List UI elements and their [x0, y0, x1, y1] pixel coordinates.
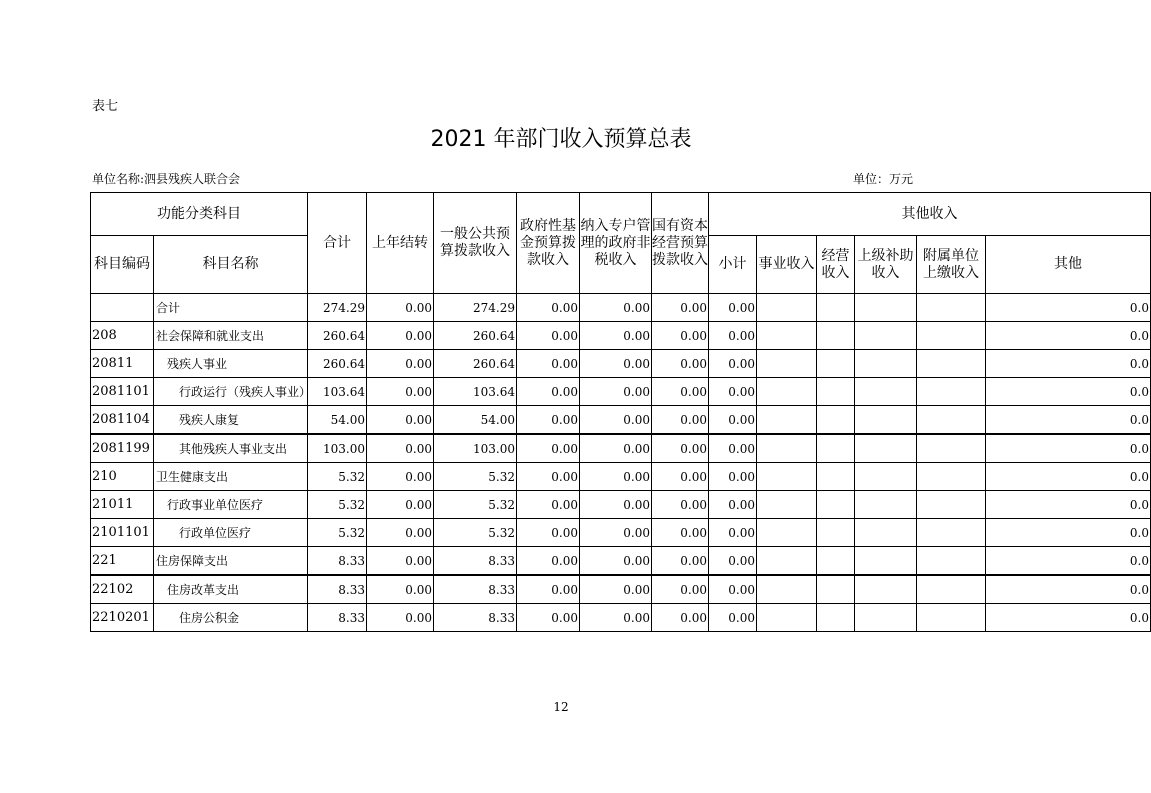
header-general-budget: 一般公共预算拨款收入: [434, 193, 517, 294]
business-cell: [757, 406, 817, 435]
total-cell: 54.00: [308, 406, 367, 435]
operating-cell: [817, 378, 855, 406]
operating-cell: [817, 604, 855, 632]
gov-fund-cell: 0.00: [517, 322, 580, 350]
state-capital-cell: 0.00: [652, 406, 709, 435]
gov-fund-cell: 0.00: [517, 519, 580, 547]
non-tax-cell: 0.00: [580, 575, 652, 604]
non-tax-cell: 0.00: [580, 406, 652, 435]
affiliated-cell: [917, 491, 986, 519]
operating-cell: [817, 547, 855, 576]
total-cell: 103.64: [308, 378, 367, 406]
table-row: [91, 406, 1151, 435]
subtotal-cell: 0.00: [709, 463, 757, 491]
business-cell: [757, 547, 817, 576]
code-cell: 2081101: [91, 378, 154, 406]
superior-subsidy-cell: [855, 519, 917, 547]
table-row: [91, 547, 1151, 576]
superior-subsidy-cell: [855, 350, 917, 378]
business-cell: [757, 322, 817, 350]
name-cell: 住房保障支出: [154, 547, 308, 576]
total-cell: 8.33: [308, 604, 367, 632]
subtotal-cell: 0.00: [709, 604, 757, 632]
other-cell: 0.0: [986, 350, 1151, 378]
table-row: [91, 350, 1151, 378]
prev-year-cell: 0.00: [367, 322, 434, 350]
table-row: [91, 491, 1151, 519]
state-capital-cell: 0.00: [652, 575, 709, 604]
state-capital-cell: 0.00: [652, 491, 709, 519]
page-number: 12: [553, 700, 569, 714]
affiliated-cell: [917, 434, 986, 463]
header-prev-year: 上年结转: [367, 193, 434, 294]
other-cell: 0.0: [986, 491, 1151, 519]
non-tax-cell: 0.00: [580, 604, 652, 632]
name-cell: 行政单位医疗: [154, 519, 308, 547]
prev-year-cell: 0.00: [367, 434, 434, 463]
general-budget-cell: 5.32: [434, 491, 517, 519]
unit-name: 单位名称:泗县残疾人联合会: [92, 172, 241, 186]
name-cell: 残疾人事业: [154, 350, 308, 378]
prev-year-cell: 0.00: [367, 406, 434, 435]
other-cell: 0.0: [986, 604, 1151, 632]
business-cell: [757, 491, 817, 519]
non-tax-cell: 0.00: [580, 463, 652, 491]
operating-cell: [817, 434, 855, 463]
non-tax-cell: 0.00: [580, 434, 652, 463]
affiliated-cell: [917, 294, 986, 322]
name-cell: 残疾人康复: [154, 406, 308, 435]
superior-subsidy-cell: [855, 604, 917, 632]
other-cell: 0.0: [986, 294, 1151, 322]
gov-fund-cell: 0.00: [517, 378, 580, 406]
affiliated-cell: [917, 463, 986, 491]
subtotal-cell: 0.00: [709, 519, 757, 547]
subtotal-cell: 0.00: [709, 434, 757, 463]
general-budget-cell: 54.00: [434, 406, 517, 435]
subtotal-cell: 0.00: [709, 406, 757, 435]
subtotal-cell: 0.00: [709, 322, 757, 350]
operating-cell: [817, 463, 855, 491]
state-capital-cell: 0.00: [652, 322, 709, 350]
other-cell: 0.0: [986, 378, 1151, 406]
total-cell: 274.29: [308, 294, 367, 322]
state-capital-cell: 0.00: [652, 604, 709, 632]
superior-subsidy-cell: [855, 491, 917, 519]
business-cell: [757, 294, 817, 322]
name-cell: 社会保障和就业支出: [154, 322, 308, 350]
general-budget-cell: 5.32: [434, 463, 517, 491]
affiliated-cell: [917, 575, 986, 604]
gov-fund-cell: 0.00: [517, 575, 580, 604]
gov-fund-cell: 0.00: [517, 604, 580, 632]
affiliated-cell: [917, 519, 986, 547]
non-tax-cell: 0.00: [580, 294, 652, 322]
table-header: [91, 193, 1151, 294]
business-cell: [757, 434, 817, 463]
other-cell: 0.0: [986, 547, 1151, 576]
name-cell: 其他残疾人事业支出: [154, 434, 308, 463]
subtotal-cell: 0.00: [709, 547, 757, 576]
total-cell: 260.64: [308, 350, 367, 378]
gov-fund-cell: 0.00: [517, 406, 580, 435]
operating-cell: [817, 519, 855, 547]
general-budget-cell: 5.32: [434, 519, 517, 547]
business-cell: [757, 519, 817, 547]
code-cell: 2081104: [91, 406, 154, 435]
code-cell: 208: [91, 322, 154, 350]
gov-fund-cell: 0.00: [517, 491, 580, 519]
prev-year-cell: 0.00: [367, 294, 434, 322]
operating-cell: [817, 322, 855, 350]
header-func-category: 功能分类科目: [91, 193, 308, 236]
superior-subsidy-cell: [855, 322, 917, 350]
other-cell: 0.0: [986, 519, 1151, 547]
header-name: 科目名称: [154, 236, 308, 294]
code-cell: 2081199: [91, 434, 154, 463]
code-cell: 22102: [91, 575, 154, 604]
table-row: [91, 378, 1151, 406]
general-budget-cell: 8.33: [434, 604, 517, 632]
general-budget-cell: 103.64: [434, 378, 517, 406]
general-budget-cell: 8.33: [434, 547, 517, 576]
header-superior-subsidy: 上级补助收入: [855, 236, 917, 294]
subtotal-cell: 0.00: [709, 350, 757, 378]
state-capital-cell: 0.00: [652, 434, 709, 463]
affiliated-cell: [917, 604, 986, 632]
prev-year-cell: 0.00: [367, 547, 434, 576]
operating-cell: [817, 406, 855, 435]
non-tax-cell: 0.00: [580, 350, 652, 378]
business-cell: [757, 604, 817, 632]
general-budget-cell: 274.29: [434, 294, 517, 322]
name-cell: 卫生健康支出: [154, 463, 308, 491]
name-cell: 行政事业单位医疗: [154, 491, 308, 519]
non-tax-cell: 0.00: [580, 519, 652, 547]
table-row: [91, 294, 1151, 322]
table-row: [91, 575, 1151, 604]
affiliated-cell: [917, 350, 986, 378]
total-cell: 8.33: [308, 575, 367, 604]
non-tax-cell: 0.00: [580, 547, 652, 576]
subtotal-cell: 0.00: [709, 491, 757, 519]
affiliated-cell: [917, 547, 986, 576]
business-cell: [757, 350, 817, 378]
header-other-income: 其他收入: [709, 193, 1151, 236]
operating-cell: [817, 294, 855, 322]
prev-year-cell: 0.00: [367, 378, 434, 406]
prev-year-cell: 0.00: [367, 575, 434, 604]
table-row: [91, 604, 1151, 632]
total-cell: 5.32: [308, 491, 367, 519]
table-row: [91, 322, 1151, 350]
header-code: 科目编码: [91, 236, 154, 294]
business-cell: [757, 378, 817, 406]
other-cell: 0.0: [986, 575, 1151, 604]
code-cell: 20811: [91, 350, 154, 378]
total-cell: 8.33: [308, 547, 367, 576]
table-row: [91, 434, 1151, 463]
other-cell: 0.0: [986, 406, 1151, 435]
gov-fund-cell: 0.00: [517, 434, 580, 463]
gov-fund-cell: 0.00: [517, 547, 580, 576]
table-label: 表七: [92, 99, 119, 114]
superior-subsidy-cell: [855, 547, 917, 576]
operating-cell: [817, 491, 855, 519]
other-cell: 0.0: [986, 434, 1151, 463]
code-cell: 2210201: [91, 604, 154, 632]
prev-year-cell: 0.00: [367, 350, 434, 378]
prev-year-cell: 0.00: [367, 491, 434, 519]
superior-subsidy-cell: [855, 575, 917, 604]
code-cell: 2101101: [91, 519, 154, 547]
superior-subsidy-cell: [855, 378, 917, 406]
header-state-capital: 国有资本经营预算拨款收入: [652, 193, 709, 294]
total-cell: 5.32: [308, 463, 367, 491]
state-capital-cell: 0.00: [652, 463, 709, 491]
header-other: 其他: [986, 236, 1151, 294]
subtotal-cell: 0.00: [709, 378, 757, 406]
name-cell: 合计: [154, 294, 308, 322]
code-cell: 210: [91, 463, 154, 491]
general-budget-cell: 8.33: [434, 575, 517, 604]
name-cell: 住房公积金: [154, 604, 308, 632]
superior-subsidy-cell: [855, 463, 917, 491]
operating-cell: [817, 350, 855, 378]
non-tax-cell: 0.00: [580, 491, 652, 519]
table-row: [91, 519, 1151, 547]
superior-subsidy-cell: [855, 406, 917, 435]
header-operating: 经营收入: [817, 236, 855, 294]
table-body: [91, 294, 1151, 632]
subtotal-cell: 0.00: [709, 575, 757, 604]
gov-fund-cell: 0.00: [517, 350, 580, 378]
subtotal-cell: 0.00: [709, 294, 757, 322]
state-capital-cell: 0.00: [652, 519, 709, 547]
superior-subsidy-cell: [855, 434, 917, 463]
total-cell: 260.64: [308, 322, 367, 350]
name-cell: 住房改革支出: [154, 575, 308, 604]
income-budget-table: [90, 192, 1151, 632]
total-cell: 103.00: [308, 434, 367, 463]
business-cell: [757, 463, 817, 491]
total-cell: 5.32: [308, 519, 367, 547]
state-capital-cell: 0.00: [652, 547, 709, 576]
other-cell: 0.0: [986, 322, 1151, 350]
header-affiliated: 附属单位上缴收入: [917, 236, 986, 294]
state-capital-cell: 0.00: [652, 350, 709, 378]
general-budget-cell: 103.00: [434, 434, 517, 463]
table-row: [91, 463, 1151, 491]
operating-cell: [817, 575, 855, 604]
header-subtotal: 小计: [709, 236, 757, 294]
gov-fund-cell: 0.00: [517, 463, 580, 491]
superior-subsidy-cell: [855, 294, 917, 322]
general-budget-cell: 260.64: [434, 322, 517, 350]
name-cell: 行政运行（残疾人事业）: [154, 378, 308, 406]
other-cell: 0.0: [986, 463, 1151, 491]
non-tax-cell: 0.00: [580, 322, 652, 350]
code-cell: 21011: [91, 491, 154, 519]
header-total: 合计: [308, 193, 367, 294]
code-cell: 221: [91, 547, 154, 576]
affiliated-cell: [917, 406, 986, 435]
prev-year-cell: 0.00: [367, 519, 434, 547]
affiliated-cell: [917, 322, 986, 350]
state-capital-cell: 0.00: [652, 378, 709, 406]
header-gov-fund: 政府性基金预算拨款收入: [517, 193, 580, 294]
header-non-tax: 纳入专户管理的政府非税收入: [580, 193, 652, 294]
page-title: 2021 年部门收入预算总表: [430, 127, 692, 152]
business-cell: [757, 575, 817, 604]
prev-year-cell: 0.00: [367, 463, 434, 491]
non-tax-cell: 0.00: [580, 378, 652, 406]
prev-year-cell: 0.00: [367, 604, 434, 632]
affiliated-cell: [917, 378, 986, 406]
state-capital-cell: 0.00: [652, 294, 709, 322]
code-cell: [91, 294, 154, 322]
general-budget-cell: 260.64: [434, 350, 517, 378]
gov-fund-cell: 0.00: [517, 294, 580, 322]
header-business: 事业收入: [757, 236, 817, 294]
unit-label: 单位：万元: [853, 172, 914, 186]
